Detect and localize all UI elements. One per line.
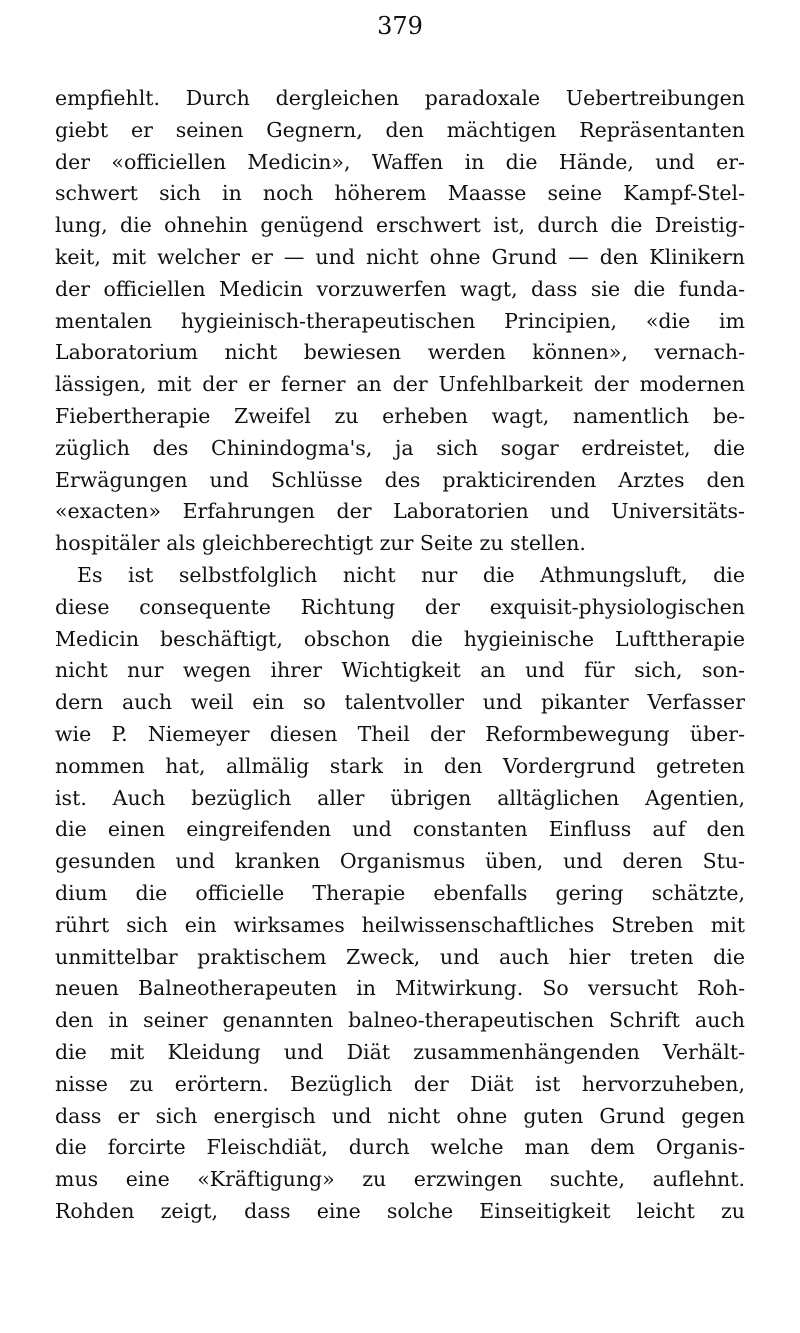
text-line: «exacten» Erfahrungen der Laboratorien und Universitäts- [55, 499, 745, 524]
text-line: Fiebertherapie Zweifel zu erheben wagt, namentlich be- [55, 403, 745, 428]
text-line: neuen Balneotherapeuten in Mitwirkung. So versucht Roh- [55, 976, 745, 1001]
text-line: nisse zu erörtern. Bezüglich der Diät ist hervorzuheben, [55, 1071, 745, 1096]
text-line: schwert sich in noch höherem Maasse seine Kampf-Stel- [55, 181, 745, 206]
text-line: die einen eingreifenden und constanten Einfluss auf den [55, 817, 745, 842]
text-line: lung, die ohnehin genügend erschwert ist, durch die Dreistig- [55, 213, 745, 238]
text-line: die mit Kleidung und Diät zusammenhängenden Verhält- [55, 1039, 745, 1064]
text-line: dass er sich energisch und nicht ohne guten Grund gegen [55, 1103, 745, 1128]
text-line: giebt er seinen Gegnern, den mächtigen Repräsentanten [55, 117, 745, 142]
text-line: den in seiner genannten balneo-therapeutischen Schrift auch [55, 1008, 745, 1033]
text-line: mentalen hygieinisch-therapeutischen Principien, «die im [55, 308, 745, 333]
text-line: keit, mit welcher er — und nicht ohne Grund — den Klinikern [55, 244, 745, 269]
text-line: Laboratorium nicht bewiesen werden können», vernach- [55, 340, 745, 365]
text-line: mus eine «Kräftigung» zu erzwingen suchte, auflehnt. [55, 1167, 745, 1192]
text-line: dern auch weil ein so talentvoller und pikanter Verfasser [55, 690, 745, 715]
text-line: diese consequente Richtung der exquisit-physiologischen [55, 594, 745, 619]
text-line: ist. Auch bezüglich aller übrigen alltäglichen Agentien, [55, 785, 745, 810]
text-line: der officiellen Medicin vorzuwerfen wagt, dass sie die funda- [55, 276, 745, 301]
text-line: Es ist selbstfolglich nicht nur die Athmungsluft, die [77, 562, 745, 587]
text-line: wie P. Niemeyer diesen Theil der Reformbewegung über- [55, 721, 745, 746]
text-line: lässigen, mit der er ferner an der Unfehlbarkeit der modernen [55, 372, 745, 397]
text-line: züglich des Chinindogma's, ja sich sogar erdreistet, die [55, 435, 745, 460]
text-line: unmittelbar praktischem Zweck, und auch hier treten die [55, 944, 745, 969]
text-line: Rohden zeigt, dass eine solche Einseitigkeit leicht zu [55, 1198, 745, 1223]
text-line: nommen hat, allmälig stark in den Vordergrund getreten [55, 753, 745, 778]
text-line: gesunden und kranken Organismus üben, und deren Stu- [55, 849, 745, 874]
paragraph-1 [55, 83, 745, 560]
text-line: Medicin beschäftigt, obschon die hygieinische Lufttherapie [55, 626, 745, 651]
body-text [55, 83, 745, 1228]
paragraph-2 [55, 560, 745, 1228]
text-line: dium die officielle Therapie ebenfalls gering schätzte, [55, 880, 745, 905]
text-line: rührt sich ein wirksames heilwissenschaftliches Streben mit [55, 912, 745, 937]
text-line: die forcirte Fleischdiät, durch welche man dem Organis- [55, 1135, 745, 1160]
text-line: empfiehlt. Durch dergleichen paradoxale Uebertreibungen [55, 86, 745, 110]
page-number: 379 [377, 12, 423, 40]
text-line: Erwägungen und Schlüsse des prakticirenden Arztes den [55, 467, 745, 492]
text-line: der «officiellen Medicin», Waffen in die Hände, und er- [55, 149, 745, 174]
text-line: nicht nur wegen ihrer Wichtigkeit an und für sich, son- [55, 658, 745, 683]
text-line: hospitäler als gleichberechtigt zur Seite zu stellen. [55, 531, 586, 556]
